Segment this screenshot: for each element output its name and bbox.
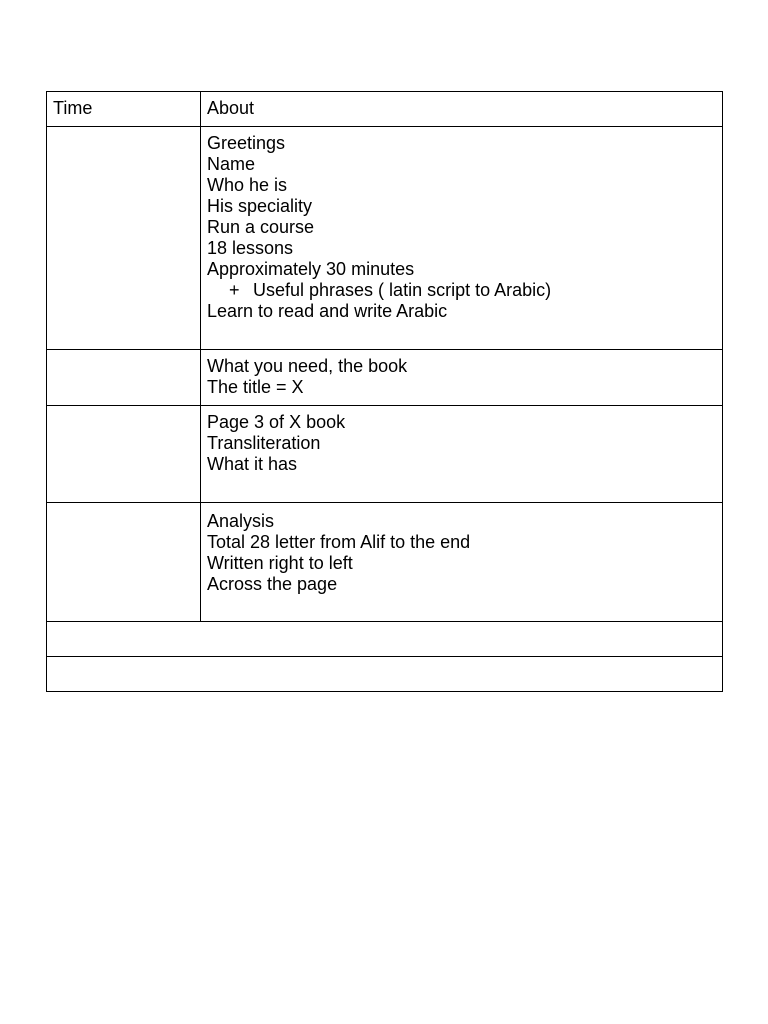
table-header-row xyxy=(47,92,723,127)
about-cell xyxy=(201,350,723,406)
about-line: Name xyxy=(207,154,256,174)
lesson-plan-table xyxy=(46,91,723,692)
about-line: Page 3 of X book xyxy=(207,412,346,432)
table-row xyxy=(47,350,723,406)
about-line: Approximately 30 minutes xyxy=(207,259,415,279)
about-line: Written right to left xyxy=(207,553,353,573)
table-row xyxy=(47,406,723,503)
table-row-empty xyxy=(47,657,723,692)
about-line: Who he is xyxy=(207,175,288,195)
table-row-empty xyxy=(47,622,723,657)
about-cell xyxy=(201,503,723,622)
about-cell xyxy=(201,406,723,503)
about-line: What you need, the book xyxy=(207,356,408,376)
empty-merged-cell xyxy=(47,622,723,657)
about-cell xyxy=(201,127,723,350)
time-cell xyxy=(47,127,201,350)
about-line: What it has xyxy=(207,454,298,474)
about-line: Across the page xyxy=(207,574,338,594)
sub-list-item xyxy=(207,280,716,301)
about-line: The title = X xyxy=(207,377,304,397)
about-line: 18 lessons xyxy=(207,238,294,258)
about-line: Learn to read and write Arabic xyxy=(207,301,448,321)
plus-bullet: + xyxy=(229,280,240,300)
about-line: Transliteration xyxy=(207,433,321,453)
time-cell xyxy=(47,503,201,622)
about-line: Greetings xyxy=(207,133,286,153)
about-line: His speciality xyxy=(207,196,313,216)
about-line: Run a course xyxy=(207,217,315,237)
about-line: Total 28 letter from Alif to the end xyxy=(207,532,471,552)
header-time: Time xyxy=(47,92,201,127)
sub-list-item-text: Useful phrases ( latin script to Arabic) xyxy=(253,280,552,300)
header-about: About xyxy=(201,92,723,127)
empty-merged-cell xyxy=(47,657,723,692)
table-row xyxy=(47,127,723,350)
time-cell xyxy=(47,350,201,406)
table-row xyxy=(47,503,723,622)
time-cell xyxy=(47,406,201,503)
about-line: Analysis xyxy=(207,511,275,531)
